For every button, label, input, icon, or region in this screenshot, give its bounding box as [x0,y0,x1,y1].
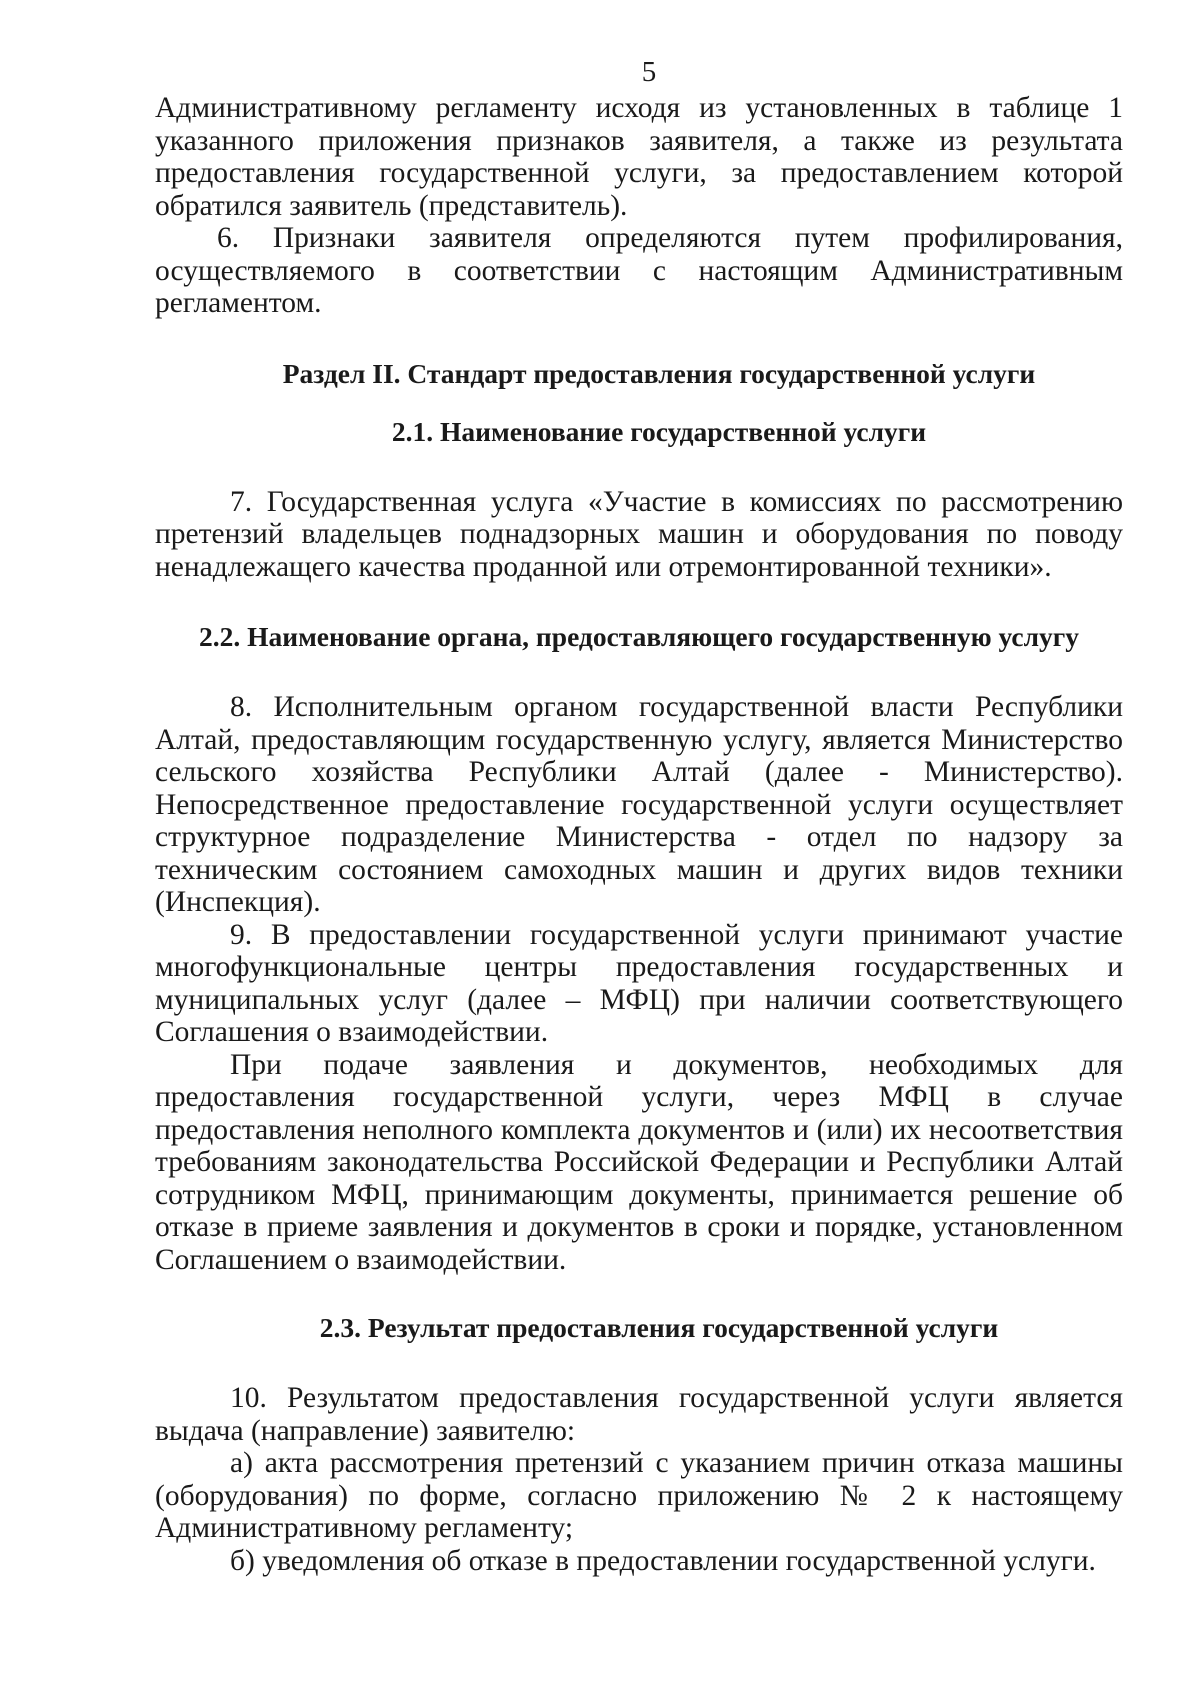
paragraph-8: 8. Исполнительным органом государственной власти Республики Алтай, предоставляющим государственную услугу, является Министерство сельского хозяйства Республики Алтай (далее - Министерство). Непосредственное предоставление государственной услуги осуществляет структурное подразделение Министерства - отдел по надзору за техническим состоянием самоходных машин и других видов техники (Инспекция). [155,691,1123,918]
section-title: Раздел II. Стандарт предоставления государственной услуги [282,357,1036,389]
paragraph-10: 10. Результатом предоставления государственной услуги является выдача (направление) заявителю: [155,1382,1123,1447]
page-number: 5 [641,56,657,88]
document-page [155,52,1123,1577]
paragraph-9: 9. В предоставлении государственной услуги принимают участие многофункциональные центры предоставления государственных и муниципальных услуг (далее – МФЦ) при наличии соответствующего Соглашения о взаимодействии. [155,918,1123,1048]
paragraph-10-b: б) уведомления об отказе в предоставлении государственной услуги. [230,1544,1096,1577]
paragraph-intro-continuation: Административному регламенту исходя из установленных в таблице 1 указанного приложения признаков заявителя, а также из результата предоставления государственной услуги, за предоставлением которой обратился заявитель (представитель). [155,92,1123,222]
paragraph-7: 7. Государственная услуга «Участие в комиссиях по рассмотрению претензий владельцев поднадзорных машин и оборудования по поводу ненадлежащего качества проданной или отремонтированной техники». [155,485,1123,583]
paragraph-10-a: а) акта рассмотрения претензий с указанием причин отказа машины (оборудования) по форме, согласно приложению № 2 к настоящему Административному регламенту; [155,1447,1123,1544]
subsection-1-title: 2.1. Наименование государственной услуги [391,415,927,447]
subsection-3-title: 2.3. Результат предоставления государственной услуги [319,1312,999,1343]
paragraph-6: 6. Признаки заявителя определяются путем профилирования, осуществляемого в соответствии с настоящим Административным регламентом. [155,222,1123,319]
paragraph-mfc-refusal: При подаче заявления и документов, необходимых для предоставления государственной услуги, через МФЦ в случае предоставления неполного комплекта документов и (или) их несоответствия требованиям законодательства Российской Федерации и Республики Алтай сотрудником МФЦ, принимающим документы, принимается решение об отказе в приеме заявления и документов в сроки и порядке, установленном Соглашением о взаимодействии. [155,1048,1123,1276]
subsection-2-title: 2.2. Наименование органа, предоставляющего государственную услугу [198,621,1080,652]
